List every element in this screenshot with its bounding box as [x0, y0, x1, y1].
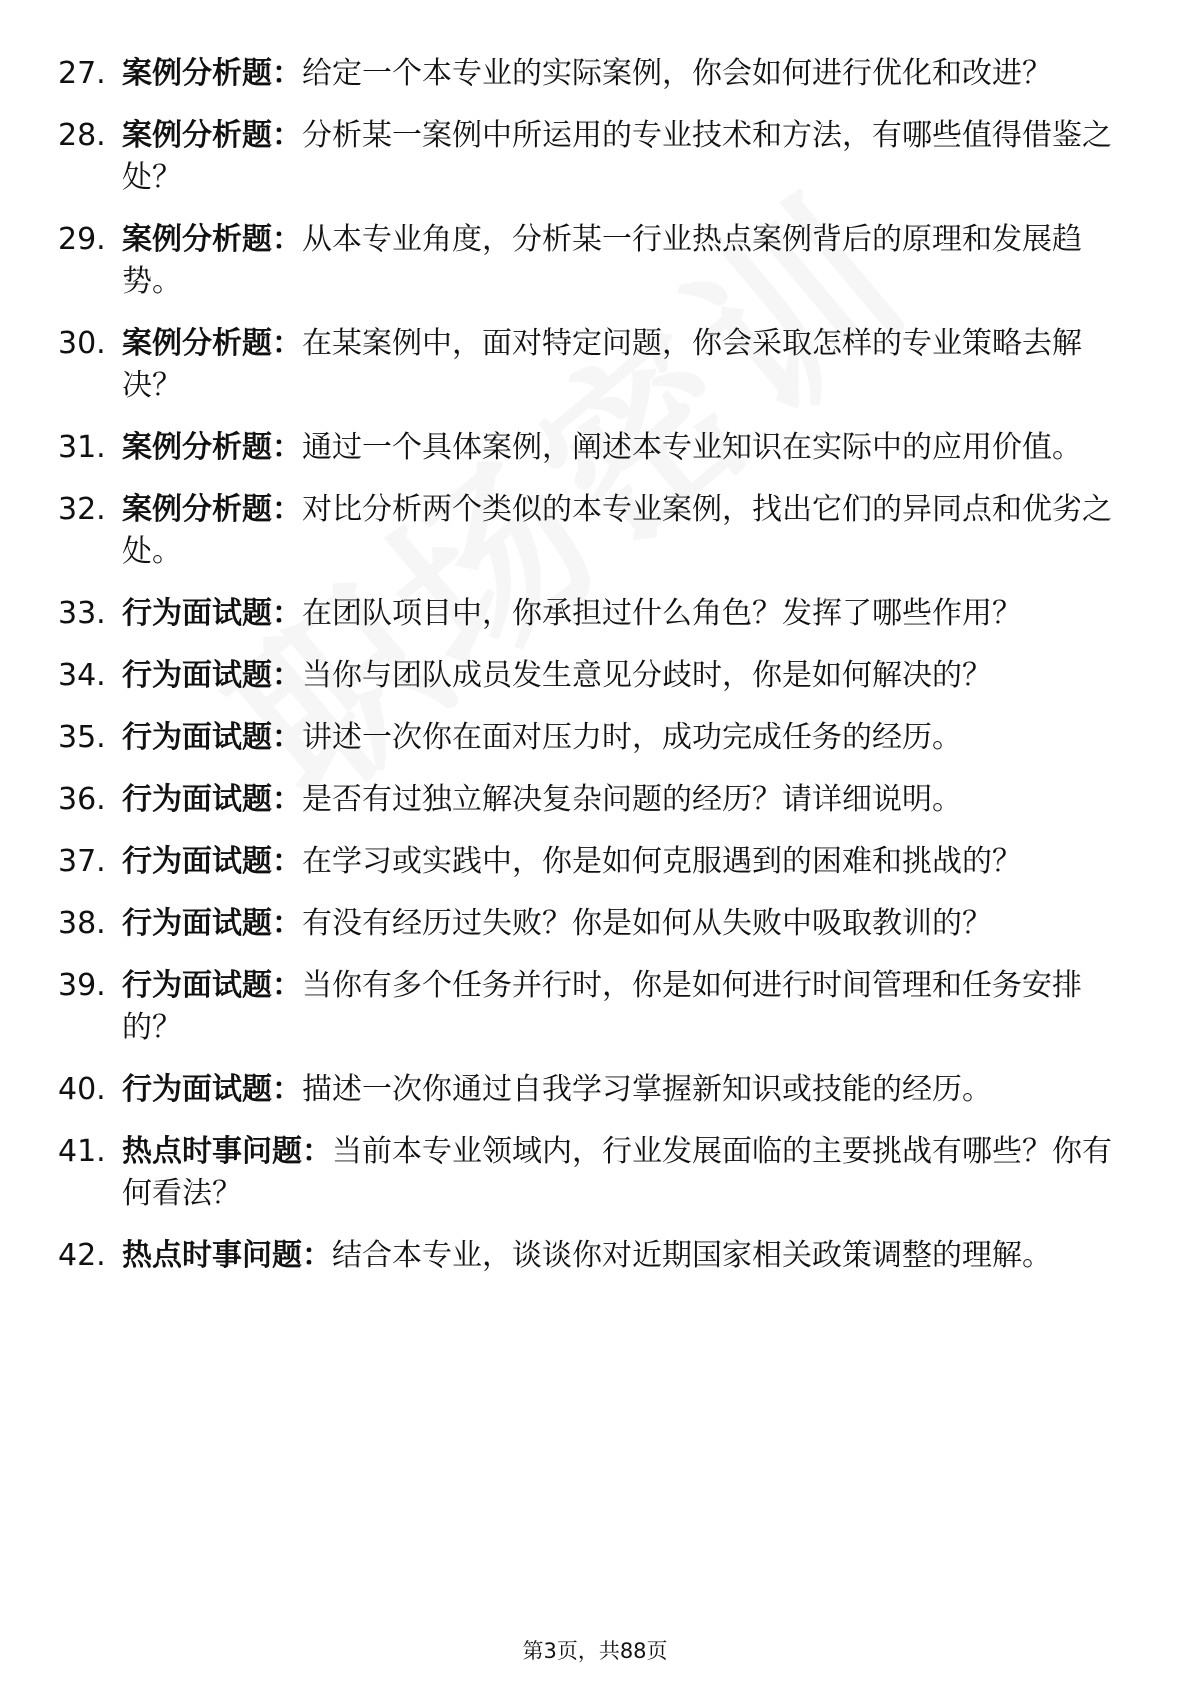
question-text: 对比分析两个类似的本专业案例，找出它们的异同点和优劣之处。 [122, 492, 1112, 569]
question-category: 案例分析题： [122, 118, 302, 153]
question-item [58, 965, 1118, 1049]
question-item [58, 53, 1118, 95]
question-category: 行为面试题： [122, 720, 302, 755]
question-item [58, 1131, 1118, 1215]
question-body [122, 779, 1118, 821]
question-category: 行为面试题： [122, 844, 302, 879]
question-category: 行为面试题： [122, 782, 302, 817]
question-item [58, 323, 1118, 407]
question-text: 在团队项目中，你承担过什么角色？发挥了哪些作用？ [302, 596, 1022, 631]
question-text: 通过一个具体案例，阐述本专业知识在实际中的应用价值。 [302, 430, 1082, 465]
question-item [58, 841, 1118, 883]
question-body [122, 903, 1118, 945]
question-category: 行为面试题： [122, 658, 302, 693]
question-number: 33. [58, 596, 106, 631]
question-text: 当前本专业领域内，行业发展面临的主要挑战有哪些？你有何看法？ [122, 1134, 1112, 1211]
question-text: 有没有经历过失败？你是如何从失败中吸取教训的？ [302, 906, 992, 941]
question-item [58, 655, 1118, 697]
question-item [58, 903, 1118, 945]
question-category: 热点时事问题： [122, 1134, 332, 1169]
question-number: 29. [58, 222, 106, 257]
question-body [122, 655, 1118, 697]
question-number: 42. [58, 1238, 106, 1273]
question-number: 41. [58, 1134, 106, 1169]
question-category: 热点时事问题： [122, 1238, 332, 1273]
question-item [58, 489, 1118, 573]
question-body [122, 593, 1118, 635]
question-number: 35. [58, 720, 106, 755]
page-footer: 第3页，共88页 [522, 1639, 668, 1663]
question-number: 38. [58, 906, 106, 941]
question-number: 34. [58, 658, 106, 693]
question-text: 是否有过独立解决复杂问题的经历？请详细说明。 [302, 782, 962, 817]
question-text: 讲述一次你在面对压力时，成功完成任务的经历。 [302, 720, 962, 755]
question-number: 27. [58, 56, 106, 91]
question-text: 在某案例中，面对特定问题，你会采取怎样的专业策略去解决？ [122, 326, 1082, 403]
question-number: 30. [58, 326, 106, 361]
question-item [58, 593, 1118, 635]
question-number: 32. [58, 492, 106, 527]
question-item [58, 1235, 1118, 1277]
question-body [122, 841, 1118, 883]
question-body [122, 219, 1118, 303]
question-item [58, 427, 1118, 469]
question-body [122, 1235, 1118, 1277]
question-item [58, 779, 1118, 821]
question-category: 案例分析题： [122, 222, 302, 257]
question-number: 31. [58, 430, 106, 465]
question-body [122, 323, 1118, 407]
question-body [122, 717, 1118, 759]
question-body [122, 1069, 1118, 1111]
question-list [58, 53, 1118, 1297]
question-text: 结合本专业，谈谈你对近期国家相关政策调整的理解。 [332, 1238, 1052, 1273]
question-text: 当你与团队成员发生意见分歧时，你是如何解决的？ [302, 658, 992, 693]
question-category: 行为面试题： [122, 596, 302, 631]
question-category: 案例分析题： [122, 430, 302, 465]
question-body [122, 115, 1118, 199]
question-item [58, 717, 1118, 759]
question-category: 行为面试题： [122, 1072, 302, 1107]
question-body [122, 53, 1118, 95]
question-text: 在学习或实践中，你是如何克服遇到的困难和挑战的？ [302, 844, 1022, 879]
question-number: 40. [58, 1072, 106, 1107]
question-body [122, 965, 1118, 1049]
question-number: 36. [58, 782, 106, 817]
question-body [122, 489, 1118, 573]
question-item [58, 1069, 1118, 1111]
question-body [122, 1131, 1118, 1215]
question-category: 行为面试题： [122, 906, 302, 941]
question-text: 描述一次你通过自我学习掌握新知识或技能的经历。 [302, 1072, 992, 1107]
question-number: 37. [58, 844, 106, 879]
question-text: 当你有多个任务并行时，你是如何进行时间管理和任务安排的？ [122, 968, 1082, 1045]
question-category: 案例分析题： [122, 326, 302, 361]
question-body [122, 427, 1118, 469]
question-category: 案例分析题： [122, 492, 302, 527]
question-category: 案例分析题： [122, 56, 302, 91]
question-item [58, 219, 1118, 303]
question-item [58, 115, 1118, 199]
question-text: 给定一个本专业的实际案例，你会如何进行优化和改进？ [302, 56, 1052, 91]
question-number: 39. [58, 968, 106, 1003]
question-text: 分析某一案例中所运用的专业技术和方法，有哪些值得借鉴之处？ [122, 118, 1112, 195]
question-category: 行为面试题： [122, 968, 302, 1003]
question-number: 28. [58, 118, 106, 153]
question-text: 从本专业角度，分析某一行业热点案例背后的原理和发展趋势。 [122, 222, 1082, 299]
